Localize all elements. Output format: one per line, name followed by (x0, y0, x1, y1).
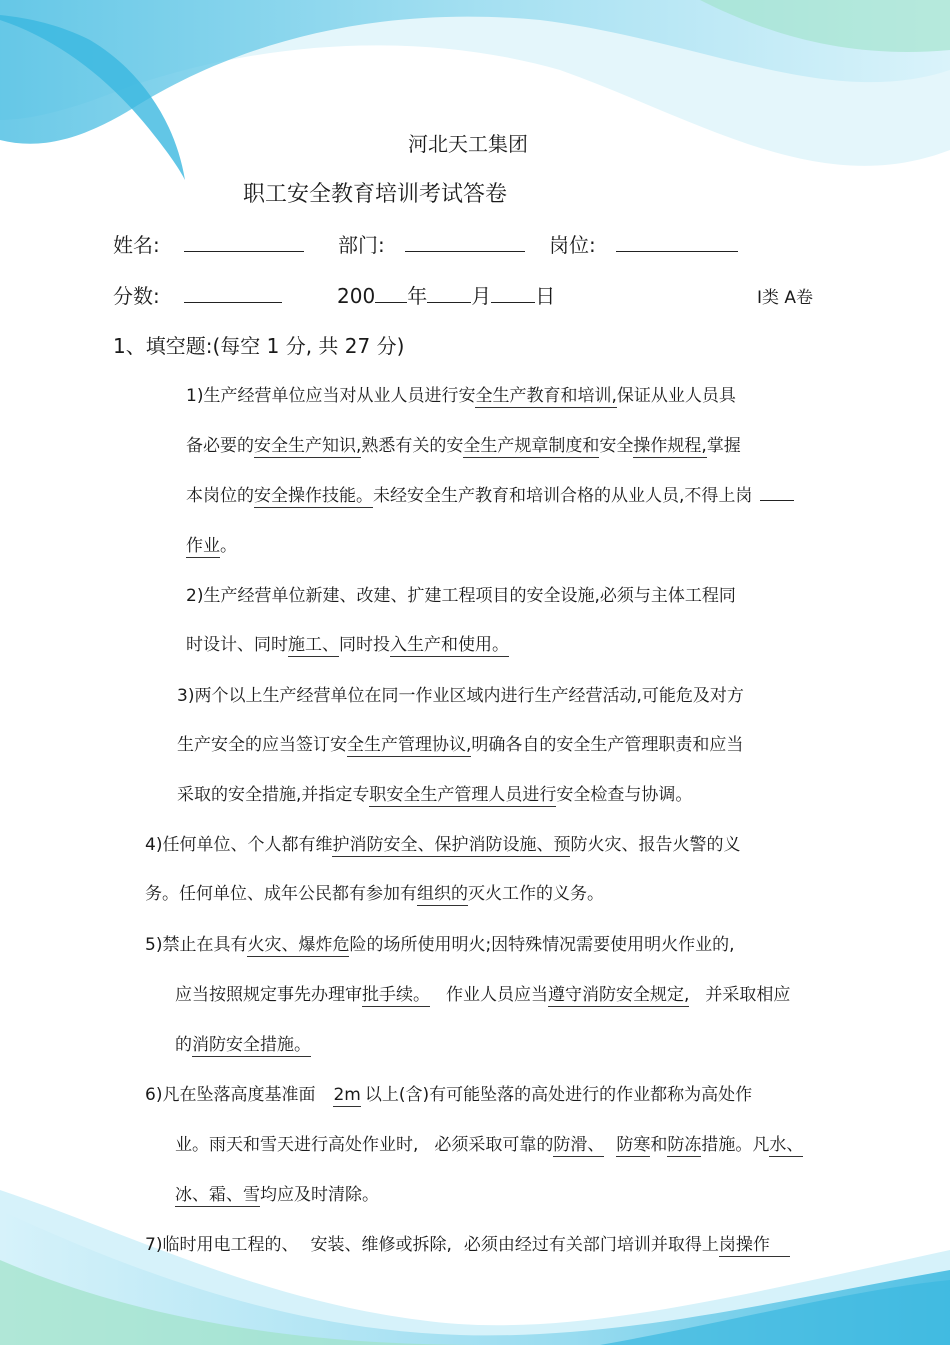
q7-text-c: 必须由经过有关部门培训并取得上 (463, 1235, 719, 1255)
q6-answer-3: 防寒 (616, 1135, 651, 1155)
post-row (549, 229, 738, 258)
q6-answer-6: 冰、霜、雪 (175, 1185, 260, 1205)
q1-text-k: 本岗位的 (186, 486, 254, 506)
q5-text-d: 应当按照规定事先办理审 (175, 985, 362, 1005)
q2-text-d: 同时投 (339, 635, 390, 655)
q4-answer-2: 组织的 (417, 884, 468, 904)
q3-line2 (177, 730, 743, 755)
score-row (113, 280, 282, 309)
q3-text-d: 明确各自的安全生产管理职责和应当 (471, 735, 744, 755)
q5-text-f: 作业人员应当 (446, 985, 548, 1005)
q7-text-a: 7)临时用电工程的、 (145, 1235, 299, 1255)
year-field[interactable] (375, 282, 407, 303)
q1-answer-4: 操作规程, (633, 436, 707, 456)
q1-text-f: 熟悉有关的安 (361, 436, 464, 456)
score-field[interactable] (184, 282, 282, 303)
q4-line1 (145, 830, 740, 855)
q6-line3 (175, 1180, 379, 1205)
q6-answer-5: 水、 (769, 1135, 804, 1155)
q1-text-m: 未经安全生产教育和培训合格的从业人员,不得上岗 (373, 486, 753, 506)
q1-answer-1: 全生产教育和培训, (475, 386, 617, 406)
q1-blank[interactable] (760, 483, 794, 501)
q4-answer-1: 护消防安全、保护消防设施、预 (332, 835, 571, 855)
section-title: 1、填空题:(每空 1 分, 共 27 分) (113, 334, 405, 358)
q1-answer-6: 作业 (186, 536, 220, 556)
q5-line1 (145, 930, 735, 955)
q6-answer-1: 2m (333, 1085, 361, 1105)
organization-name: 河北天工集团 (408, 132, 528, 156)
q3-text-e: 采取的安全措施,并指定专 (177, 785, 370, 805)
q6-text-m: 均应及时清除。 (260, 1185, 379, 1205)
name-row (113, 229, 304, 258)
q4-text-c: 防火灾、报告火警的义 (570, 835, 741, 855)
q6-line1 (145, 1080, 752, 1105)
q6-text-h: 和 (650, 1135, 668, 1155)
date-year-label: 年 (407, 284, 428, 308)
dept-field[interactable] (405, 231, 525, 252)
q1-text-h: 安全 (599, 436, 634, 456)
dept-row (338, 229, 525, 258)
q3-answer-1: 全生产管理协议, (347, 735, 472, 755)
q6-answer-2: 防滑、 (553, 1135, 605, 1155)
q6-text-e: 必须采取可靠的 (434, 1135, 554, 1155)
q3-line3 (177, 780, 692, 805)
q2-text-b: 时设计、同时 (186, 635, 288, 655)
q5-answer-2: 批手续。 (362, 985, 430, 1005)
q6-answer-4: 防冻 (667, 1135, 702, 1155)
q1-text-c: 保证从业人员具 (616, 386, 736, 406)
q1-line3 (186, 481, 794, 506)
q1-line2 (186, 431, 741, 456)
q1-line4 (186, 531, 237, 556)
q1-answer-2: 安全生产知识, (254, 436, 362, 456)
q6-text-d: 业。雨天和雪天进行高处作业时, (175, 1135, 419, 1155)
q3-text-b: 生产安全的应当签订安 (177, 735, 347, 755)
q7-answer-1: 岗操作 (719, 1235, 790, 1257)
q1-answer-3: 全生产规章制度和 (463, 436, 600, 456)
q5-text-h: 并采取相应 (705, 985, 791, 1005)
q3-line1: 3)两个以上生产经营单位在同一作业区域内进行生产经营活动,可能危及对方 (177, 686, 744, 706)
post-field[interactable] (616, 231, 738, 252)
q5-line2 (175, 980, 790, 1005)
date-year-prefix: 200 (337, 284, 376, 308)
q6-text-j: 措施。凡 (701, 1135, 770, 1155)
q5-text-a: 5)禁止在具有 (145, 935, 248, 955)
q5-text-i: 的 (175, 1035, 192, 1055)
q1-text-a: 1)生产经营单位应当对从业人员进行安 (186, 386, 476, 406)
q2-line2 (186, 630, 509, 655)
day-field[interactable] (491, 282, 535, 303)
score-label: 分数: (113, 284, 160, 308)
paper-type: I类 A卷 (757, 288, 814, 308)
date-row (337, 280, 555, 309)
post-label: 岗位: (549, 233, 596, 257)
q4-text-a: 4)任何单位、个人都有维 (145, 835, 333, 855)
q6-text-a: 6)凡在坠落高度基准面 (145, 1085, 316, 1105)
q4-text-f: 灭火工作的义务。 (468, 884, 604, 904)
name-label: 姓名: (113, 233, 160, 257)
q5-text-c: 险的场所使用明火;因特殊情况需要使用明火作业的, (349, 935, 735, 955)
q4-line2 (145, 879, 604, 904)
q5-answer-4: 消防安全措施。 (192, 1035, 311, 1055)
date-day-label: 日 (535, 284, 556, 308)
q1-line1 (186, 381, 736, 406)
q2-answer-1: 施工、 (288, 635, 339, 655)
q7-text-b: 安装、维修或拆除, (310, 1235, 452, 1255)
exam-title: 职工安全教育培训考试答卷 (243, 182, 508, 207)
q2-line1: 2)生产经营单位新建、改建、扩建工程项目的安全设施,必须与主体工程同 (186, 586, 736, 606)
q2-answer-2: 入生产和使用。 (390, 635, 509, 655)
q1-text-o: 。 (220, 536, 237, 556)
q6-line2 (175, 1130, 803, 1155)
q5-answer-3: 遵守消防安全规定, (548, 985, 690, 1005)
date-month-label: 月 (471, 284, 492, 308)
q1-text-j: 掌握 (706, 436, 741, 456)
q1-answer-5: 安全操作技能。 (254, 486, 373, 506)
q7-line1 (145, 1230, 790, 1255)
month-field[interactable] (427, 282, 471, 303)
q5-answer-1: 火灾、爆炸危 (247, 935, 350, 955)
q4-text-d: 务。任何单位、成年公民都有参加有 (145, 884, 417, 904)
q3-text-g: 安全检查与协调。 (556, 785, 693, 805)
name-field[interactable] (184, 231, 304, 252)
q3-answer-2: 职安全生产管理人员进行 (369, 785, 557, 805)
q5-line3 (175, 1030, 311, 1055)
q1-text-d: 备必要的 (186, 436, 254, 456)
q6-text-c: 以上(含)有可能坠落的高处进行的作业都称为高处作 (364, 1085, 753, 1105)
dept-label: 部门: (338, 233, 385, 257)
